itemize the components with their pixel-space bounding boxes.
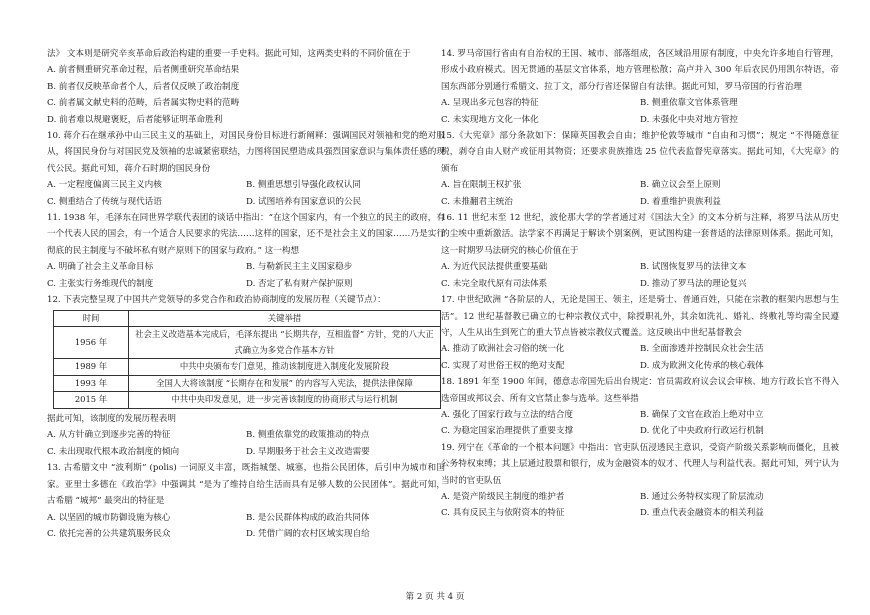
question-12-option-c: C. 未出现取代根本政治制度的倾向 <box>47 446 180 457</box>
question-15-option-d: D. 着重维护贵族利益 <box>640 196 721 207</box>
question-11-option-b: B. 与勒新民主主义国家稳步 <box>246 262 353 273</box>
question-10-text: 10. 蒋介石在继承孙中山三民主义的基础上，对国民身份目标进行新阐释：强调国民对领袖和党的绝对服从，将国民身份与对国民党及领袖的忠诚紧密联结，力图将国民塑造成具强烈国家意识与集体责任感的现代公民。据此可知，蒋介石时期的国民身份 <box>47 131 445 174</box>
question-14-options-row-1 <box>441 95 839 111</box>
question-17-options-row-2 <box>441 358 839 374</box>
table-header-measures: 关键举措 <box>129 310 441 327</box>
question-16-text: 16. 11 世纪末至 12 世纪，波伦那大学的学者通过对《国法大全》的文本分析与注释，将罗马法从历史的尘埃中重新激活。法学家不再满足于解读个别案例，更试图构建一套普适的法律原则体系。据此可知，这一时期罗马法研究的核心价值在于 <box>441 213 839 256</box>
question-13-option-b: B. 是公民群体构成的政治共同体 <box>246 512 370 523</box>
table-row <box>54 392 441 409</box>
question-10-option-d: D. 试图培养有国家意识的公民 <box>246 196 362 207</box>
question-19-options-row-1 <box>441 489 839 505</box>
question-12-options-row-1 <box>47 427 445 443</box>
right-column <box>441 46 839 522</box>
question-19-text: 19. 列宁在《革命的一个根本问题》中指出：官吏队伍浸透民主意识，受资产阶级关系影响而僵化，且被公务特权束缚；其上层通过股票和银行，成为金融资本的奴才、代理人与利益代表。据此可知，列宁认为当时的官吏队伍 <box>441 442 839 486</box>
question-11-options-row-1 <box>47 259 445 275</box>
question-14-option-a: A. 呈现出多元包容的特征 <box>441 98 539 109</box>
table-cell-measure: 社会主义改造基本完成后，毛泽东提出 “长期共存，互相监督” 方针，党的八大正式确立为多党合作基本方针 <box>129 327 441 359</box>
question-11-option-d: D. 否定了私有财产保护原则 <box>246 278 353 289</box>
table-cell-measure: 中共中央颁布专门意见，推动该制度进入制度化发展阶段 <box>129 359 441 376</box>
question-16-option-a: A. 为近代民法提供重要基础 <box>441 262 548 273</box>
question-15-options-row-1 <box>441 177 839 193</box>
question-16-option-d: D. 推动了罗马法的理论复兴 <box>640 278 747 289</box>
question-11-options-row-2 <box>47 276 445 292</box>
table-cell-measure: 中共中央印发意见，进一步完善该制度的协商形式与运行机制 <box>129 392 441 409</box>
table-row <box>54 327 441 359</box>
question-18-option-a: A. 强化了国家行政与立法的结合度 <box>441 409 573 420</box>
question-14-options-row-2 <box>441 112 839 128</box>
question-10-options-row-1 <box>47 177 445 193</box>
question-16-options-row-2 <box>441 276 839 292</box>
question-12-option-b: B. 侧重依靠党的政策推动的特点 <box>246 430 370 441</box>
table-cell-year: 2015 年 <box>54 392 129 409</box>
question-15-options-row-2 <box>441 194 839 210</box>
question-16-option-c: C. 未完全取代原有司法体系 <box>441 278 548 289</box>
question-13-option-a: A. 以坚固的城市防御设施为核心 <box>47 512 171 523</box>
question-18-options-row-1 <box>441 407 839 423</box>
question-13-text: 13. 古希腊文中 “波利斯” (polis) 一词原义丰富，既指城堡、城塞，也指公民团体，后引申为城市和国家。亚里士多德在《政治学》中强调其 “是为了维持自给生活而具有足够人数的公民团体”。据此可知，古希腊 “城邦” 最突出的特征是 <box>47 463 445 507</box>
timeline-table <box>53 310 441 410</box>
question-19-option-a: A. 是资产阶级民主制度的维护者 <box>441 491 565 502</box>
table-row <box>54 359 441 376</box>
question-14-option-c: C. 未实现地方文化一体化 <box>441 114 539 125</box>
page-number-footer: 第 2 页 共 4 页 <box>405 592 465 602</box>
question-13-options-row-2 <box>47 526 445 542</box>
question-12-text: 12. 下表完整呈现了中国共产党领导的多党合作和政治协商制度的发展历程（关键节点）： <box>47 295 386 306</box>
question-13-option-d: D. 凭借广阔的农村区域实现自给 <box>246 528 370 539</box>
question-19-option-d: D. 重点代表金融资本的相关利益 <box>640 508 764 519</box>
question-9-option-d: D. 前者难以规避褒贬，后者能够证明革命胜利 <box>47 114 223 125</box>
question-10-options-row-2 <box>47 194 445 210</box>
table-row <box>54 375 441 392</box>
question-19-option-b: B. 通过公务特权实现了阶层流动 <box>640 491 764 502</box>
question-18-option-b: B. 确保了文官在政治上绝对中立 <box>640 409 764 420</box>
question-9-option-c: C. 前者属文献史料的范畴，后者属实物史料的范畴 <box>47 98 240 109</box>
question-18-option-d: D. 优化了中央政府行政运行机制 <box>640 426 764 437</box>
question-12-options-row-2 <box>47 444 445 460</box>
table-cell-year: 1989 年 <box>54 359 129 376</box>
question-15-option-b: B. 确立议会至上原则 <box>640 180 721 191</box>
question-10-option-c: C. 侧重结合了传统与现代话语 <box>47 196 162 207</box>
question-14-text: 14. 罗马帝国行省由有自治权的王国、城市、部落组成，各区域沿用原有制度，中央允许多地自行管理，形成小政府模式。因无贯通的基层文官体系，地方管理松散；高卢并入 300 年后农民仍用凯尔特语，帝国东西部分别通行希腊文、拉丁文，部分行省还保留自有法律。据此可知，罗马帝国的行省治理 <box>441 49 839 92</box>
question-9-option-a: A. 前者侧重研究革命过程，后者侧重研究革命结果 <box>47 65 240 76</box>
question-17-options-row-1 <box>441 341 839 357</box>
question-18-option-c: C. 为稳定国家治理提供了重要支撑 <box>441 426 574 437</box>
left-column <box>47 46 445 542</box>
table-cell-measure: 全国人大将该制度 “长期存在和发展” 的内容写入宪法，提供法律保障 <box>129 375 441 392</box>
table-header-row <box>54 310 441 327</box>
question-17-option-a: A. 推动了欧洲社会习俗的统一化 <box>441 344 565 355</box>
question-16-options-row-1 <box>441 259 839 275</box>
question-19-option-c: C. 具有反民主与依附资本的特征 <box>441 508 565 519</box>
question-11-option-a: A. 明确了社会主义革命目标 <box>47 262 154 273</box>
question-18-options-row-2 <box>441 423 839 439</box>
question-10-option-a: A. 一定程度偏离三民主义内核 <box>47 180 162 191</box>
question-12-stem: 据此可知，该制度的发展历程表明 <box>47 414 176 425</box>
question-14-option-d: D. 未强化中央对地方管控 <box>640 114 738 125</box>
question-17-option-d: D. 成为欧洲文化传承的核心载体 <box>640 360 764 371</box>
question-13-options-row-1 <box>47 510 445 526</box>
question-16-option-b: B. 试图恢复罗马的法律文本 <box>640 262 747 273</box>
question-15-option-c: C. 未推翻君主统治 <box>441 196 513 207</box>
question-13-option-c: C. 依托完善的公共建筑服务民众 <box>47 528 171 539</box>
question-12-option-d: D. 早期服务于社会主义改造需要 <box>246 446 370 457</box>
question-18-text: 18. 1891 年至 1900 年间，德意志帝国先后出台规定：官员需政府议会议会审核、地方行政长官不得入选帝国或邦议会、所有文官禁止参与选举。这些举措 <box>441 377 839 404</box>
question-17-option-b: B. 全面渗透并控制民众社会生活 <box>640 344 764 355</box>
question-12-option-a: A. 从方针确立到逐步完善的特征 <box>47 430 171 441</box>
question-17-option-c: C. 实现了对世俗王权的绝对支配 <box>441 360 565 371</box>
question-15-option-a: A. 旨在限制王权扩张 <box>441 180 522 191</box>
table-cell-year: 1956 年 <box>54 327 129 359</box>
question-17-text: 17. 中世纪欧洲 “各阶层的人，无论是国王、领主，还是骑士、普通百姓，只能在宗教的框架内思想与生活”。12 世纪基督教已确立的七种宗教仪式中，除授职礼外，其余如洗礼、婚礼、终敷礼等均需全民遵守，人生从出生到死亡的重大节点皆被宗教仪式覆盖。这反映出中世纪基督教会 <box>441 295 839 338</box>
question-9-option-b: B. 前者仅反映革命者个人，后者仅反映了政治制度 <box>47 81 240 92</box>
question-11-text: 11. 1938 年，毛泽东在同世界学联代表团的谈话中指出：“在这个国家内，有一个独立的民主的政府，有一个代表人民的国会，有一个适合人民要求的宪法……这样的国家，还不是社会主义的国家……乃是实行彻底的民主制度与不破坏私有财产原则下的国家与政府。” 这一构想 <box>47 213 445 256</box>
question-15-text: 15.《大宪章》部分条款如下：保障英国教会自由；维护伦敦等城市 “自由和习惯”；规定 “不得随意征税，剥夺自由人财产或征用其物资；还要求贵族推选 25 位代表监督宪章落实。据此可知，《大宪章》的颁布 <box>441 131 839 174</box>
question-11-option-c: C. 主张实行务维现代的制度 <box>47 278 154 289</box>
question-10-option-b: B. 侧重思想引导强化政权认同 <box>246 180 361 191</box>
table-cell-year: 1993 年 <box>54 375 129 392</box>
question-9-tail: 法》 文本则是研究辛亥革命后政治构建的重要一手史料。据此可知，这两类史料的不同价值在于 <box>47 49 411 59</box>
table-header-time: 时间 <box>54 310 129 327</box>
question-19-options-row-2 <box>441 505 839 521</box>
question-14-option-b: B. 侧重依靠文官体系管理 <box>640 98 738 109</box>
